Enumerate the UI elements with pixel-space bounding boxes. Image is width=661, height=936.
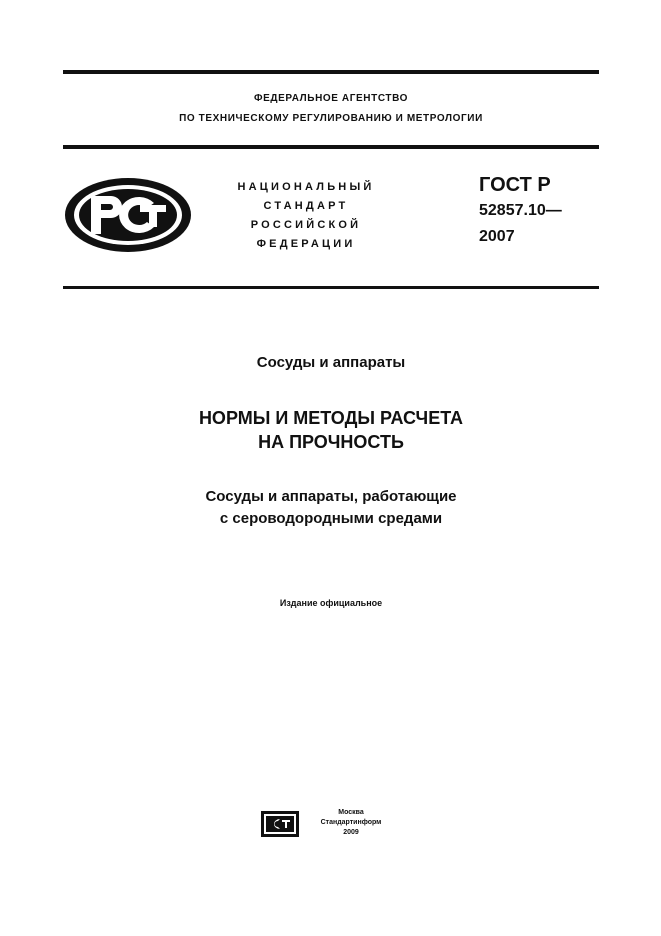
agency-line-1: ФЕДЕРАЛЬНОЕ АГЕНТСТВО [253, 93, 409, 104]
subtitle [63, 486, 599, 530]
designation-line-2: 52857.10— [479, 202, 562, 219]
publisher-info [305, 808, 397, 838]
top-rule [63, 70, 599, 74]
middle-rule [63, 286, 599, 289]
standard-type [216, 178, 396, 254]
designation-line-1: ГОСТ Р [479, 174, 551, 196]
title-group: Сосуды и аппараты [256, 354, 406, 371]
standard-designation [479, 172, 562, 250]
designation-line-3: 2007 [479, 228, 515, 245]
rst-mark-icon [62, 175, 194, 255]
publisher-name: Стандартинформ [320, 819, 382, 826]
edition-note: Издание официальное [279, 598, 383, 608]
main-title-line-1: НОРМЫ И МЕТОДЫ РАСЧЕТА [198, 408, 464, 428]
main-title [63, 406, 599, 454]
standard-type-line-4: ФЕДЕРАЦИИ [256, 238, 356, 250]
header-rule [63, 145, 599, 149]
standartinform-logo-icon [261, 811, 299, 837]
standard-type-line-1: НАЦИОНАЛЬНЫЙ [237, 181, 375, 193]
agency-line-2: ПО ТЕХНИЧЕСКОМУ РЕГУЛИРОВАНИЮ И МЕТРОЛОГИИ [179, 113, 483, 124]
publication-year: 2009 [343, 829, 359, 836]
standard-type-line-3: РОССИЙСКОЙ [250, 219, 362, 231]
subtitle-line-2: с сероводородными средами [219, 510, 443, 527]
main-title-line-2: НА ПРОЧНОСТЬ [258, 432, 404, 452]
publisher-city: Москва [338, 809, 364, 816]
subtitle-line-1: Сосуды и аппараты, работающие [205, 488, 457, 505]
standard-type-line-2: СТАНДАРТ [263, 200, 349, 212]
